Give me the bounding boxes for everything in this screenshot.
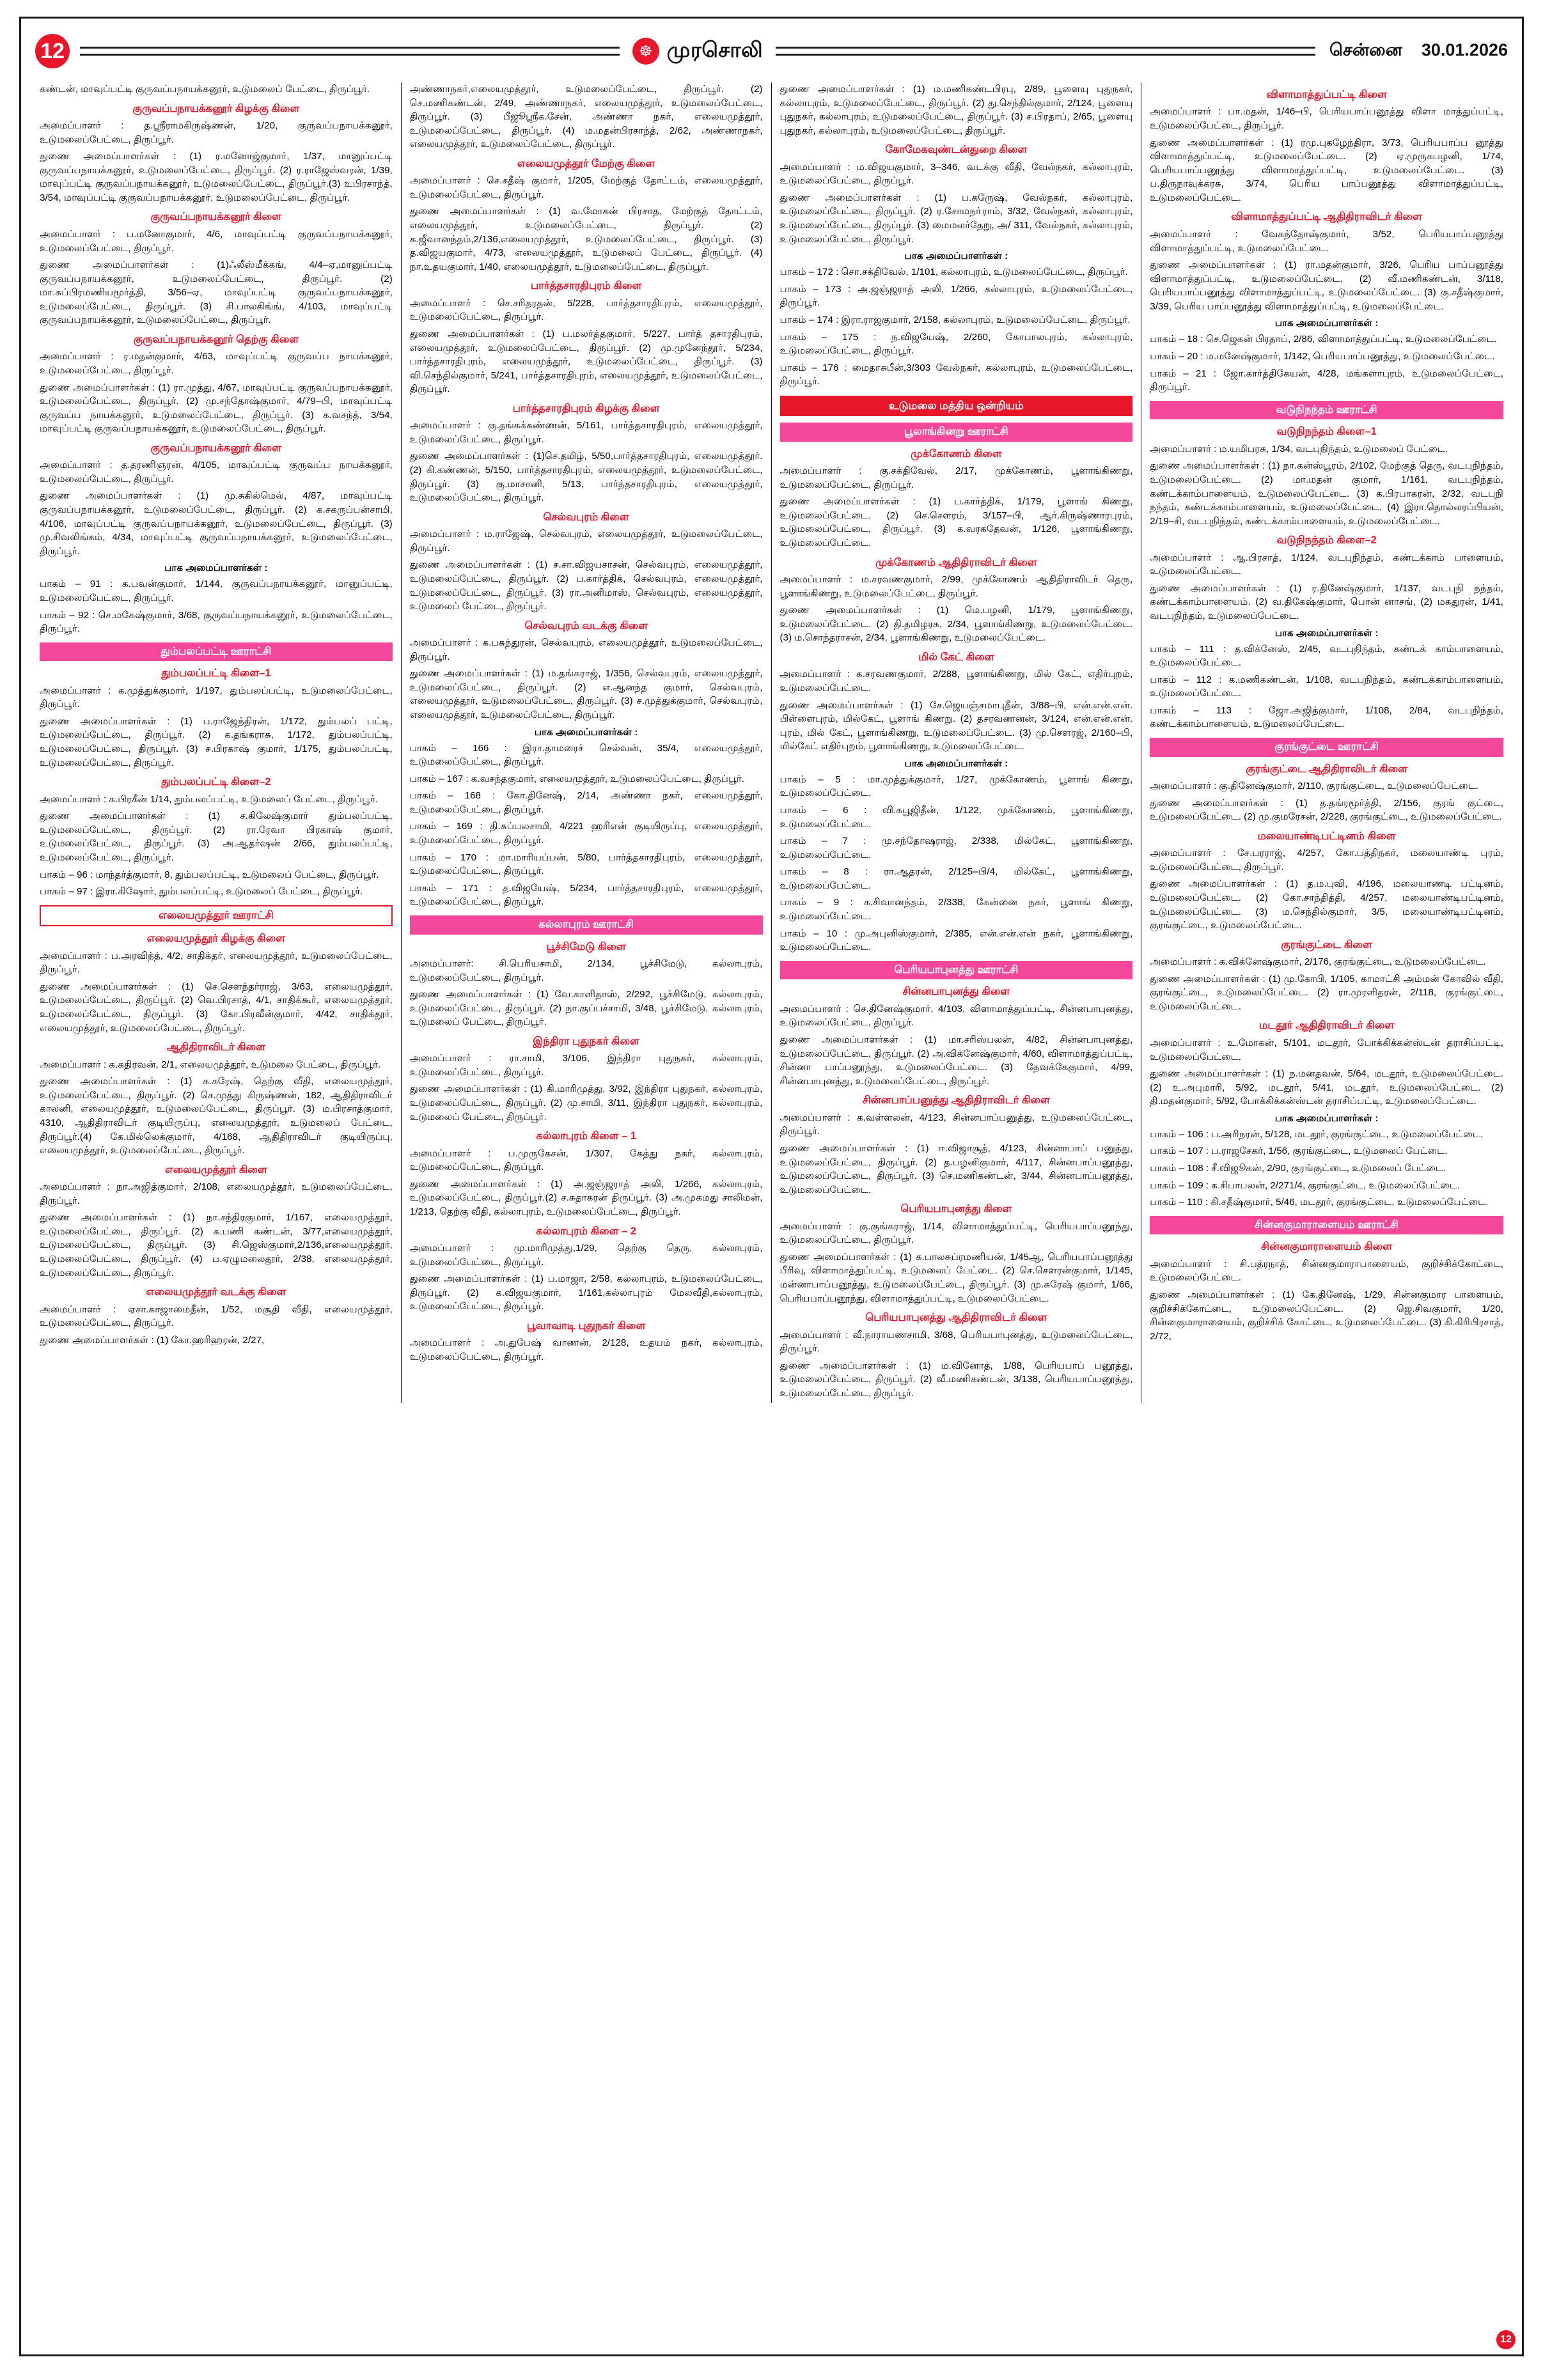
body-paragraph: பாகம் – 173 : அ.ஜஞ்ஜராத் அலி, 1/266, கல்லாபுரம், உடுமலைப்பேட்டை, திருப்பூர். bbox=[779, 283, 1133, 309]
body-paragraph: பாகம் – 18 : செ.ஜெகன் பிரதாப், 2/86, விளாமாத்துப்பட்டி, உடுமலைப்பேட்டை. bbox=[1150, 334, 1497, 345]
body-paragraph: அமைப்பாளர் : க.விக்னேஷ்குமார், 2/176, குரங்குட்டை, உடுமலைப்பேட்டை. bbox=[1150, 956, 1487, 968]
body-paragraph: அமைப்பாளர் : கு.தங்கக்கண்ணன், 5/161, பார்த்தசாரதிபுரம், எலையமுத்தூர், உடுமலைப்பேட்டை, திருப்பூர். bbox=[409, 420, 763, 445]
body-paragraph: அமைப்பாளர் : கு.தினேஷ்குமார், 2/110, குரங்குட்டை, உடுமலைப்பேட்டை. bbox=[1150, 781, 1479, 792]
body-paragraph: துணை அமைப்பாளர்கள் : (1)செ.தமிழ், 5/50,பார்த்தசாரதிபுரம், எலையமுத்தூர். (2) கி.கண்ணன், 5/150, பார்த்தசாரதிபுரம், எலையமுத்தூர், உடுமலைப்பேட்டை, திருப்பூர். (3) கு.மாசானி, 5/13, பார்த்தசாரதிபுரம், எலையமுத்தூர், உடுமலைப்பேட்டை, திருப்பூர். bbox=[409, 451, 763, 504]
body-paragraph: பாகம் – 91 : க.பவன்குமார், 1/144, குருவப்பநாயக்கனூர், மானுப்பட்டி, உடுமலைப்பேட்டை, திருப்பூர். bbox=[40, 579, 393, 603]
body-paragraph: பாகம் – 5 : மா.முத்துக்குமார், 1/27, முக்கோணம், பூளாங் கிணறு, உடுமலைப்பேட்டை. bbox=[779, 774, 1133, 799]
section-heading: குரங்குட்டை ஆதிதிராவிடர் கிளை bbox=[1246, 763, 1407, 775]
body-paragraph: அமைப்பாளர் : க.பிரகீன் 1/14, தும்பலப்பட்டி, உடுமலைப் பேட்டை, திருப்பூர். bbox=[40, 793, 379, 805]
section-heading: பார்த்தசாரதிபுரம் கிழக்கு கிளை bbox=[512, 402, 660, 414]
body-paragraph: பாகம் – 172 : சொ.சக்திவேல், 1/101, கல்லாபுரம், உடுமலைப்பேட்டை, திருப்பூர். bbox=[779, 267, 1128, 278]
body-paragraph: துணை அமைப்பாளர்கள் : (1) செ.சௌந்தர்ராஜ், 3/63, எலையமுத்தூர், உடுமலைப்பேட்டை, திருப்பூர். (2) வெ.பிரசாத், 4/1, சாதிக்கூர், எலையமுத்தூர், உடுமலைப்பேட்டை, திருப்பூர். (3) கோ.பிரவீன்குமார், 4/42, சாதிக்தூர், எலையமுத்தூர், உடுமலைப்பேட்டை, திருப்பூர். bbox=[40, 981, 393, 1034]
body-paragraph: துணை அமைப்பாளர்கள் : (1) ந.மனதவன், 5/64, மடதூர், உடுமலைப்பேட்டை. (2) உ.அபுமாரி, 5/92, மடதூர், 5/41, மடதூர், உடுமலைப்பேட்டை. (2) தி.மதன்குமார், 5/92, போக்கிக்கன்ஸ்டன் தராசிப்பட்டி, உடுமலைப்பேட்டை. bbox=[1150, 1068, 1503, 1107]
body-paragraph: அமைப்பாளர் : ம.விஜயகுமார், 3–346, வடக்கு வீதி, வேல்நகர், கல்லாபுரம், உடுமலைப்பேட்டை, திருப்பூர். bbox=[779, 161, 1133, 187]
section-heading: கோமேகவுண்டன்துறை கிளை bbox=[885, 144, 1028, 156]
section-heading: பெரியபாபுனத்து கிளை bbox=[900, 1203, 1012, 1215]
body-paragraph: துணை அமைப்பாளர்கள் : (1)ஃலீஸ்மீக்கங், 4/4–ஏ,மானுப்பட்டி குருவப்பநாயக்கனூர், உடுமலைப்பேட்டை, திருப்பூர். (2) மா.சுப்பிரமணியமூர்த்தி, 3/56–ஏ, மாவுப்பட்டி குருவப்பநாயக்கனூர், உடுமலைப்பேட்டை, திருப்பூர். (3) சி.பாலகிங்ங், 4/103, மாவுப்பட்டி குருவப்பநாயக்கனூர், உடுமலைப்பேட்டை, திருப்பூர். bbox=[40, 260, 393, 326]
section-heading: எலையமுத்தூர் வடக்கு கிளை bbox=[146, 1286, 286, 1298]
body-paragraph: துணை அமைப்பாளர்கள் : (1) ப.கருேஷ், வேல்நகர், கல்லாபுரம், உடுமலைப்பேட்டை, திருப்பூர். (2) ர.சோமநா்ராம், 3/32, வேல்நகர், கல்லாபுரம், உடுமலைப்பேட்டை, திருப்பூர். (3) மைமலர்தேறு, அ/ 311, வேல்நகர், கல்லாபுரம், உடுமலைப்பேட்டை, திருப்பூர். bbox=[779, 192, 1133, 245]
body-paragraph: பாகம் – 170 : மா.மாரியப்பன், 5/80, பார்த்தசாரதிபுரம், எலையமுத்தூர், உடுமலைப்பேட்டை, திருப்பூர். bbox=[409, 852, 763, 877]
section-banner: உடுமலை மத்திய ஒன்றியம் bbox=[780, 396, 1133, 416]
subsection-label: பாக அமைப்பாளர்கள் : bbox=[164, 563, 268, 574]
body-paragraph: பாகம் – 9 : க.சிவானந்தம், 2/338, கேன்னை நகர், பூளாங் கிணறு, உடுமலைப்பேட்டை. bbox=[779, 897, 1133, 922]
body-paragraph: அமைப்பாளர் : க.பசுந்துரன், செல்வபுரம், எலையமுத்தூர், உடுமலைப்பேட்டை, திருப்பூர். bbox=[409, 637, 763, 662]
body-paragraph: பாகம் – 21 : ஜோ.கார்த்திகேயன், 4/28, மங்களாபுரம், உடுமலைப்பேட்டை, திருப்பூர். bbox=[1150, 368, 1503, 393]
text-column bbox=[1141, 82, 1512, 1403]
body-paragraph: அமைப்பாளர் : செ.சதீஷ் குமார், 1/205, மேற்குத் தோட்டம், எலையமுத்தூர், உடுமலைப்பேட்டை, திருப்பூர். bbox=[409, 175, 763, 200]
body-paragraph: பாகம் – 167 : க.வசந்தகுமார், எலையமுத்தூர், உடுமலைப்பேட்டை, திருப்பூர். bbox=[409, 773, 744, 784]
body-paragraph: அமைப்பாளர் : வேகந்தோஷ்குமார், 3/52, பெரியபாப்பனூத்து விளாமாத்துப்பட்டி, உடுமலைப்பேட்டை. bbox=[1150, 228, 1503, 254]
body-paragraph: அண்ணாநகர்,எலையமுத்தூர், உடுமலைப்பேட்டை, திருப்பூர். (2) செ.மணிகண்டன், 2/49, அண்ணாநகர், எலையமுத்தூர், உடுமலைப்பேட்டை, திருப்பூர். (3) பீஜூஸ்ரீக.சேன், அண்ணா நகர், எலையமுத்தூர், உடுமலைப்பேட்டை, திருப்பூர். (4) ம.மதன்பிரசாந்த், 2/62, அண்ணாநகர், எலையமுத்தூர், உடுமலைப்பேட்டை, திருப்பூர். bbox=[409, 84, 763, 150]
section-heading: பூச்சிமேடு கிளை bbox=[546, 940, 626, 953]
body-paragraph: பாகம் – 97 : இரா.கிஷோர், தும்பலப்பட்டி, உடுமலைப் பேட்டை, திருப்பூர். bbox=[40, 886, 363, 898]
section-heading: மலையாண்டிபட்டினம் கிளை bbox=[1257, 830, 1396, 842]
body-paragraph: துணை அமைப்பாளர்கள் : (1) ர.தினேஷ்குமார், 1/137, வடபுநி நந்தம், கண்டக்காம்பாளையம். (2) வ.திகேஷ்குமார், பொன் னாசங், (2) மகதுரன், 1/41, வடபுநிந்தம், உடுமலைப்பேட்டை. bbox=[1150, 582, 1503, 621]
section-heading: மடதூர் ஆதிதிராவிடர் கிளை bbox=[1259, 1020, 1395, 1032]
body-paragraph: பாகம் – 6 : வி.கபூஜிதீன், 1/122, முக்கோணம், பூளாங்கிணறு, உடுமலைப்பேட்டை. bbox=[779, 805, 1133, 830]
section-heading: முக்கோணம் கிளை bbox=[911, 447, 1002, 460]
body-paragraph: பாகம் – 7 : மு.சந்தோஷராஜ், 2/338, மில்கேட், பூளாங்கிணறு, உடுமலைப்பேட்டை. bbox=[779, 836, 1133, 860]
body-paragraph: துணை அமைப்பாளர்கள் : (1) வே.காளிதாஸ், 2/292, பூச்சிமேடு, கல்லாபுரம், உடுமலைப்பேட்டை, திருப்பூர். (2) நா.குப்பச்சாமி, 3/48, பூச்சிமேடு, கல்லாபுரம், உடுமலைப் பேட்டை, திருப்பூர். bbox=[409, 989, 763, 1028]
section-heading: தும்பலப்பட்டி கிளை–1 bbox=[161, 667, 271, 680]
body-paragraph: துணை அமைப்பாளர்கள் : (1) வ.மோகன் பிரசாத, மேற்குத் தோட்டம், எலையமுத்தூர், உடுமலைப்பேட்டை, திருப்பூர். (2) க.ஜீவானந்தம்,2/136,எலையமுத்தூர், உடுமலைப்பேட்டை, திருப்பூர். (3) த.விஜயகுமார், 4/73, எலையமுத்தூர், உடுமலைப் பேட்டை, திருப்பூர். (4) நா.உதயகுமார், 1/40, எலையமுத்தூர், உடுமலைப்பேட்டை, திருப்பூர். bbox=[409, 206, 763, 272]
body-paragraph: அமைப்பாளர் : ப.மனோகுமார், 4/6, மாவுப்பட்டி குருவப்பநாயக்கனூர், உடுமலைப்பேட்டை, திருப்பூர். bbox=[40, 228, 393, 254]
panchayat-banner: பூலாங்கினறு ஊராட்சி bbox=[780, 423, 1133, 442]
section-heading: கல்லாபுரம் கிளை – 2 bbox=[536, 1225, 637, 1237]
section-heading: வடுநிநந்தம் கிளை–1 bbox=[1276, 426, 1377, 438]
section-heading: இந்திரா புதுநகர் கிளை bbox=[533, 1035, 640, 1047]
body-paragraph: துணை அமைப்பாளர்கள் : (1) மு.சுகில்மெல், 4/87, மாவுப்பட்டி குருவப்பநாயக்கனூர், உடுமலைப்பேட்டை, திருப்பூர். (2) க.சகருப்பன்சாமி, 4/106, மாவுப்பட்டி குருவப்பநாயக்கனூர், உடுமலைப்பேட்டை, திருப்பூர். (3) மு.சிவலிங்கம், 4/34, மாவுப்பட்டி குருவப்பநாயக்கனூர், உடுமலைப்பேட்டை, திருப்பூர். bbox=[40, 490, 393, 557]
body-paragraph: அமைப்பாளர் : க.கதிரவன், 2/1, எலையமுத்தூர், உடுமலை பேட்டை, திருப்பூர். bbox=[40, 1059, 381, 1070]
body-paragraph: கண்டன், மாவுப்பட்டி குருவப்பநாயக்கனூர், உடுமலைப் பேட்டை, திருப்பூர். bbox=[40, 84, 370, 95]
body-paragraph: அமைப்பாளர் : ர.மதன்குமார், 4/63, மாவுப்பட்டி குருவப்ப நாயக்கனூர், உடுமலைப்பேட்டை, திருப்பூர். bbox=[40, 351, 393, 376]
body-paragraph: துணை அமைப்பாளர்கள் : (1) ப.மாஜா, 2/58, கல்லாபுரம், உடுமலைப்பேட்டை, திருப்பூர். (2) க.விஜயகுமார், 1/161,கல்லாபுரம் மேலவீதி,கல்லாபுரம், உடுமலைப்பேட்டை, திருப்பூர். bbox=[409, 1273, 763, 1312]
body-paragraph: துணை அமைப்பாளர்கள் : (1) மு.கோபி, 1/105, காமாட்சி அம்மன் கோவில் வீதி, குரங்குட்டை, உடுமலைப்பேட்டை. (2) ரா.முரளிதரன், 2/118, குரங்குட்டை, உடுமலைப்பேட்டை. bbox=[1150, 973, 1503, 1012]
body-paragraph: அமைப்பாளர் : க.சரவணகுமார், 2/288, பூளாங்கிணறு, மில் கேட், எதிர்புறம், உடுமலைப்பேட்டை. bbox=[779, 669, 1133, 694]
body-paragraph: பாகம் – 110 : கி.சதீஷ்குமார், 5/46, மடதூர், குரங்குட்டை, உடுமலைப்பேட்டை. bbox=[1150, 1197, 1489, 1208]
panchayat-banner: கல்லாபுரம் ஊராட்சி bbox=[410, 915, 763, 935]
body-paragraph: பாகம் – 166 : இரா.தாமரைச் செல்வன், 35/4, எலையமுத்தூர், உடுமலைப்பேட்டை, திருப்பூர். bbox=[409, 742, 763, 768]
section-heading: குருவப்பநாயக்கனூர் கிழக்கு கிளை bbox=[132, 102, 300, 114]
body-paragraph: அமைப்பாளர்: சி.பெரியசாமி, 2/134, பூச்சிமேடு, கல்லாபுரம், உடுமலைப்பேட்டை, திருப்பூர். bbox=[409, 958, 763, 983]
body-paragraph: பாகம் – 10 : மு.அபுனிஸ்குமார், 2/385, என்.என்.என் நகர், பூளாங்கிணறு, உடுமலைப்பேட்டை. bbox=[779, 928, 1133, 953]
body-paragraph: அமைப்பாளர் : சே.பரராஜ், 4/257, கோ.பத்திநகர், மலையாண்டி புரம், உடுமலைப்பேட்டை, திருப்பூர். bbox=[1150, 848, 1503, 873]
body-paragraph: அமைப்பாளர் : த.தரணிஞரன், 4/105, மாவுப்பட்டி குருவப்ப நாயக்கனூர், உடுமலைப்பேட்டை, திருப்பூர். bbox=[40, 460, 393, 485]
section-heading: சின்னகுமாராளையம் கிளை bbox=[1261, 1241, 1393, 1253]
body-paragraph: துணை அமைப்பாளர்கள் : (1) த.ம.புவி, 4/196, மலையாணடி பட்டினம், உடுமலைப்பேட்டை. (2) கோ.சாந்தித்தி, 4/257, மலையாண்டிபட்டினம், உடுமலைப்பேட்டை. (3) ம.செந்தில்குமார், 3/5, மலையாண்டிபட்டினம், குரங்குட்டை, உடுமலைப்பேட்டை. bbox=[1150, 878, 1503, 931]
subsection-label: பாக அமைப்பாளர்கள் : bbox=[1274, 1112, 1379, 1124]
body-paragraph: துணை அமைப்பாளர்கள் : (1) நா.கன்ஸ்பூரம், 2/102, மேற்குத் தெரு, வடபுநிந்தம், உடுமலைப்பேட்டை. (2) மா.மதன் குமார், 1/161, வடபுநிந்தம், கண்டக்காம்பாளையம், உடுமலைப்பேட்டை. (3) க.பிரபாகரன், 2/32, வடபுநி நந்தம், கண்டக்காம்பாளையம், உடுமலைப்பேட்டை. (4) இரா.தொல்லரப்பியன், 2/19–சி, வடபுநிந்தம், கண்டக்காம்பாளையம், உடுமலைப்பேட்டை. bbox=[1150, 460, 1503, 527]
masthead-title bbox=[626, 38, 770, 65]
panchayat-banner: சின்னகுமாராளையம் ஊராட்சி bbox=[1150, 1216, 1503, 1235]
corner-page-number: 12 bbox=[1496, 2330, 1516, 2349]
article-columns bbox=[31, 82, 1512, 1403]
masthead-rule-left bbox=[80, 47, 620, 56]
section-heading: எலையமுத்தூர் கிளை bbox=[164, 1163, 267, 1176]
section-heading: ஆதிதிராவிடர் கிளை bbox=[166, 1041, 265, 1054]
body-paragraph: அமைப்பாளர் : கு.குங்கராஜ், 1/14, விளாமாத்துப்பட்டி, பெரியபாப்பனூந்து, உடுமலைப்பேட்டை, திருப்பூர். bbox=[779, 1220, 1133, 1246]
body-paragraph: பாகம் – 109 : க.சிபாபலன், 2/271/4, குரங்குட்டை, உடுமலைப்பேட்டை. bbox=[1150, 1179, 1461, 1191]
text-column bbox=[772, 82, 1142, 1403]
body-paragraph: பாகம் – 92 : செ.மகேஷ்குமார், 3/68, குருவப்பநாயக்கனூர், உடுமலைப்பேட்டை, திருப்பூர். bbox=[40, 609, 393, 635]
body-paragraph: அமைப்பாளர் : ம.ராஜேஷ், செல்வபுரம், எலையமுத்தூர், உடுமலைப்பேட்டை, திருப்பூர். bbox=[409, 529, 763, 554]
body-paragraph: அமைப்பாளர் : க.வள்ளலன், 4/123, சின்னபாப்பனுத்து, உடுமலைப்பேட்டை, திருப்பூர். bbox=[779, 1112, 1133, 1137]
body-paragraph: பாகம் – 111 : த.விக்னேஸ், 2/45, வடபுநிந்தம், கண்டக் காம்பாளையம், உடுமலைப்பேட்டை. bbox=[1150, 643, 1503, 669]
section-heading: கல்லாபுரம் கிளை – 1 bbox=[536, 1130, 637, 1142]
body-paragraph: அமைப்பாளர் : செ.சரிதரதன், 5/228, பார்த்தசாரதிபுரம், எலையமுத்தூர், உடுமலைப்பேட்டை, திருப்பூர். bbox=[409, 297, 763, 323]
panchayat-banner: வடுநிநந்தம் ஊராட்சி bbox=[1150, 401, 1503, 420]
body-paragraph: அமைப்பாளர் : செ.தினேஷ்குமார், 4/103, விளாமாத்துப்பட்டி, சின்னபாபுனத்து, உடுமலைப்பேட்டை, திருப்பூர். bbox=[779, 1003, 1133, 1029]
section-heading: குருவப்பநாயக்கனூர் கிளை bbox=[150, 211, 282, 223]
body-paragraph: துணை அமைப்பாளர்கள் : (1) கோ.ஹரிஹரன், 2/27, bbox=[40, 1334, 265, 1346]
section-heading: செல்வபுரம் வடக்கு கிளை bbox=[524, 619, 648, 632]
body-paragraph: பாகம் – 106 : ப.அரிநரன், 5/128, மடதூர், குரங்குட்டை, உடுமலைப்பேட்டை. bbox=[1150, 1128, 1484, 1140]
panchayat-banner: பெரியபாபுனத்து ஊராட்சி bbox=[780, 961, 1133, 980]
section-heading: செல்வபுரம் கிளை bbox=[543, 511, 629, 523]
body-paragraph: துணை அமைப்பாளர்கள் : (1) ரா.முத்து, 4/67, மாவுப்பட்டி குருவப்பநாயக்கனூர், உடுமலைப்பேட்டை, திருப்பூர். (2) மு.சந்தோஷ்குமார், 4/79–பி, மாவுப்பட்டி குருவப்ப நாயக்கனூர், உடுமலைப்பேட்டை, திருப்பூர். (3) க.வசந்த், 3/54, மாவுப்பட்டி குருவப்பநாயக்கனூர், உடுமலைப்பேட்டை, திருப்பூர். bbox=[40, 382, 393, 435]
body-paragraph: துணை அமைப்பாளர்கள் : (1) ப.ராஜேந்திரன், 1/172, தும்பலப் பட்டி, உடுமலைப்பேட்டை, திருப்பூர். (2) க.தங்கராசு, 1/172, தும்பலப்பட்டி, உடுமலைப்பேட்டை, திருப்பூர். (3) ச.பிரகாஷ் குமார், 1/175, தும்பலப்பட்டி, உடுமலைப்பேட்டை, திருப்பூர். bbox=[40, 715, 393, 768]
body-paragraph: துணை அமைப்பாளர்கள் : (1) ம.வினோத், 1/88, பெரியபாப் பனூத்து, உடுமலைப்பேட்டை, திருப்பூர். (2) வீ.மணிகண்டன், 3/138, பெரியபாப்பனூத்து, உடுமலைப்பேட்டை, திருப்பூர். bbox=[779, 1360, 1133, 1399]
section-heading: மில் கேட் கிளை bbox=[918, 651, 994, 663]
body-paragraph: துணை அமைப்பாளர்கள் : (1) த.தங்ரமூர்த்தி, 2/156, குரங் குட்டை, உடுமலைப்பேட்டை. (2) மு.குமரேசன், 2/228, குரங்குட்டை, உடுமலைப்பேட்டை. bbox=[1150, 797, 1503, 823]
section-heading: பூவாவாடி புதுநகர் கிளை bbox=[526, 1319, 646, 1332]
section-heading: சின்னபாப்பனுத்து ஆதிதிராவிடர் கிளை bbox=[862, 1094, 1051, 1107]
body-paragraph: துணை அமைப்பாளர்கள் : (1) அ.ஜஞ்ஜராத் அலி, 1/266, கல்லாபுரம், உடுமலைப்பேட்டை, திருப்பூர்.(2) ச.சுதாகரன் திருப்பூர். (3) அ.முகமது சாலிமன், 1/213, தெற்கு வீதி, கல்லாபுரம், உடுமலைப்பேட்டை, திருப்பூர். bbox=[409, 1178, 763, 1217]
section-heading: பெரியபாபுனத்து ஆதிதிராவிடர் கிளை bbox=[865, 1312, 1047, 1324]
body-paragraph: துணை அமைப்பாளர்கள் : (1) ர.மனோஜ்குமார், 1/37, மானுப்பட்டி குருவப்பநாயக்கனூர், உடுமலைப்பேட்டை, திருப்பூர். (2) ர.ராஜேஸ்வரன், 1/39, மாவுப்பட்டி குருவப்பநாயக்கனூர், உடுமலைப்பேட்டை, திருப்பூர்.(3) உபிரசாந்த், 3/54, மாவுப்பட்டி குருவப்பநாயக்கனூர், உடுமலைப்பேட்டை, திருப்பூர். bbox=[40, 151, 393, 203]
body-paragraph: துணை அமைப்பாளர்கள் : (1) ப.கார்த்திக், 1/179, பூளாங் கிணறு, உடுமலைப்பேட்டை. (2) செ.சௌரம், 3/157–பி, ஆர்.கிருஷ்ணாரபுரம், உடுமலைப்பேட்டை, திருப்பூர். (3) க.வரகதேவன், 1/126, பூளாங்கிணறு, உடுமலைப்பேட்டை. bbox=[779, 496, 1133, 549]
edition-date: 30.01.2026 bbox=[1421, 40, 1508, 59]
body-paragraph: துணை அமைப்பாளர்கள் : (1) ம.மணிகண்டபிரபு, 2/89, பூளையு புதுநகர், கல்லாபுரம், உடுமலைப்பேட்டை, திருப்பூர். (2) து.செந்தில்குமார், 2/124, பூளையு புதுநகர், கல்லாபுரம், உடுமலைப்பேட்டை, திருப்பூர். (3) ச.பிரதாப், 2/65, பூளையு புதுநகர், கல்லாபுரம், உடுமலைப்பேட்டை, திருப்பூர். bbox=[779, 84, 1133, 136]
body-paragraph: அமைப்பாளர் : ம.யமிபரசு, 1/34, வடபுநிந்தம், உடுமலைப் பேட்டை. bbox=[1150, 443, 1448, 455]
text-column bbox=[402, 82, 772, 1403]
body-paragraph: துணை அமைப்பாளர்கள் : (1) ரமு.புகழேந்திரா, 3/73, பெரியபாப்ப னூத்து விளாமாத்துப்பட்டி, உடுமலைப்பேட்டை. (2) ஏ.முருகபழனி, 1/74, பெரியபாப்பனூத்து விளாமாத்துப்பட்டி, உடுமலைப்பேட்டை. (3) ப.திருநாவுக்கரசு, 3/74, பெரிய பாப்பனூத்து விளாமாத்துப்பட்டி, உடுமலைப்பேட்டை. bbox=[1150, 137, 1503, 203]
section-heading: குருவப்பநாயக்கனூர் கிளை bbox=[150, 442, 282, 454]
panchayat-banner-outline: எலையமுத்தூர் ஊராட்சி bbox=[40, 905, 393, 927]
body-paragraph: துணை அமைப்பாளர்கள் : (1) க.பாலசுப்ரமணியன், 1/45ஆ, பெரியபாப்பனூத்து பீரிவு, விளாமாத்துப்பட்டி, உடுமலைப் பேட்டை. (2) செ.சௌரன்குமார், 1/145, மன்னாபாப்பனூத்து, உடுமலைப்பேட்டை, திருப்பூர். (3) மு.சுரேஷ் குமார், 1/66, பெரியபாப்பனூந்து, விளாமாத்துப்பட்டி, உடுமலைப்பேட்டை. bbox=[779, 1251, 1133, 1304]
body-paragraph: துணை அமைப்பாளர்கள் : (1) ச.சா.விஜயசாசன், செல்வபுரம், எலையமுத்தூர், உடுமலைப்பேட்டை, திருப்பூர். (2) ப.கார்த்திக், செல்வபுரம், எலையமுத்தூர், உடுமலைப்பேட்டை, திருப்பூர். (3) ரா.அனிமாஸ், செல்வபுரம், எலையமுத்தூர், உடுமலைப் பேட்டை, திருப்பூர். bbox=[409, 559, 763, 612]
body-paragraph: அமைப்பாளர் : க.முத்துக்குமார், 1/197, தும்பலப்பட்டி, உடுமலைப்பேட்டை, திருப்பூர். bbox=[40, 685, 393, 710]
body-paragraph: பாகம் – 174 : இரா.ராஜகுமார், 2/158, கல்லாபுரம், உடுமலைப்பேட்டை, திருப்பூர். bbox=[779, 314, 1131, 325]
masthead bbox=[31, 27, 1512, 75]
body-paragraph: பாகம் – 8 : ரா.ஆதரன், 2/125–பி/4, மில்கேட், பூளாங்கிணறு, உடுமலைப்பேட்டை. bbox=[779, 866, 1133, 891]
body-paragraph: துணை அமைப்பாளர்கள் : (1) கி.மாரிமுத்து, 3/92, இந்திரா புதுநகர், கல்லாபுரம், உடுமலைப்பேட்டை, திருப்பூர். (2) மு.சாமி, 3/11, இந்திரா புதுநகர், கல்லாபுரம், உடுமலைப் பேட்டை, திருப்பூர். bbox=[409, 1084, 763, 1123]
body-paragraph: அமைப்பாளர் : ரா.சாமி, 3/106, இந்திரா புதுநகர், கல்லாபுரம், உடுமலைப்பேட்டை, திருப்பூர். bbox=[409, 1053, 763, 1078]
body-paragraph: பாகம் – 176 : மைதாசுபீன்,3/303 வேல்நகர், கல்லாபுரம், உடுமலைப்பேட்டை, திருப்பூர். bbox=[779, 362, 1133, 387]
body-paragraph: துணை அமைப்பாளர்கள் : (1) ஈ.விஜாசூத், 4/123, சின்னாபாப் பனுத்து, உடுமலைப்பேட்டை, திருப்பூர். (2) த.பழனிகுமார், 4/117, சின்னபாப்பனூத்து, உடுமலைப்பேட்டை, திருப்பூர். (3) செ.மணிகண்டன், 3/44, சின்னபாப்பனூத்து, உடுமலைப்பேட்டை. bbox=[779, 1142, 1133, 1195]
body-paragraph: துணை அமைப்பாளர்கள் : (1) மெ.பழனி, 1/179, பூளாங்கிணறு, உடுமலைப்பேட்டை. (2) தி.தமிழரசு, 2/34, பூளாங்கிணறு, உடுமலைப்பேட்டை. (3) ம.சொந்தராசன், 2/34, பூளாங்கிணறு, உடுமலைப்பேட்டை. bbox=[779, 605, 1133, 644]
body-paragraph: பாகம் – 169 : தி.சுப்பலசாமி, 4/221 ஹரிஎன் குடியிருப்பு, எலையமுத்தூர், உடுமலைப்பேட்டை, திருப்பூர். bbox=[409, 821, 763, 846]
body-paragraph: அமைப்பாளர் : கு.சக்திவேல், 2/17, முக்கோணம், பூளாங்கிணறு, உடுமலைப்பேட்டை, திருப்பூர். bbox=[779, 465, 1133, 490]
body-paragraph: அமைப்பாளர் : அ.துபேஷ் வாணன், 2/128, உதயம் நகர், கல்லாபுரம், உடுமலைப்பேட்டை, திருப்பூர். bbox=[409, 1337, 763, 1362]
subsection-label: பாக அமைப்பாளர்கள் : bbox=[1274, 318, 1379, 329]
section-heading: குருவப்பநாயக்கனூர் தெற்கு கிளை bbox=[133, 333, 299, 345]
body-paragraph: பாகம் – 168 : கோ.தினேஷ், 2/14, அண்ணா நகர், எலையமுத்தூர், உடுமலைப்பேட்டை, திருப்பூர். bbox=[409, 790, 763, 815]
body-paragraph: அமைப்பாளர் : ப.அரவிந்த், 4/2, சாதிக்தர், எலையமுத்தூர், உடுமலைப்பேட்டை, திருப்பூர். bbox=[40, 950, 393, 976]
body-paragraph: அமைப்பாளர் : நா.அஜித்குமார், 2/108, எலையமுத்தூர், உடுமலைப்பேட்டை, திருப்பூர். bbox=[40, 1181, 393, 1206]
body-paragraph: அமைப்பாளர் : மு.மாரிமுத்து,1/29, தெற்கு தெரு, கல்லாபுரம், உடுமலைப்பேட்டை, திருப்பூர். bbox=[409, 1242, 763, 1268]
subsection-label: பாக அமைப்பாளர்கள் : bbox=[534, 726, 638, 738]
text-column bbox=[31, 82, 402, 1403]
body-paragraph: துணை அமைப்பாளர்கள் : (1) ச.கிலேஷ்குமார் தும்பலப்பட்டி, உடுமலைப்பேட்டை, திருப்பூர். (2) ரா.ரேவா பிரகாஷ் குமார், உடுமலைப்பேட்டை, திருப்பூர். (3) அ.ஆதர்ஷன் 2/66, தும்பலப்பட்டி, உடுமலைப்பேட்டை, திருப்பூர். bbox=[40, 811, 393, 863]
body-paragraph: துணை அமைப்பாளர்கள் : (1) கே.தினேஷ், 1/29, சின்னகுமார பாளையம், குறிச்சிக்கோட்டை, உடுமலைப்பேட்டை. (2) ஜெ.சிவகுமார், 1/20, சின்னகுமாராளையம், குறிச்சிக் கோட்டை, உடுமலைப்பேட்டை. (3) கி.கிரிபிரசாத், 2/72, bbox=[1150, 1289, 1503, 1342]
section-heading: விளாமாத்துப்பட்டி கிளை bbox=[1266, 89, 1387, 100]
body-paragraph: பாகம் – 108 : சீ.விஜூகன், 2/90, குரங்குட்டை, உடுமலைப் பேட்டை. bbox=[1150, 1162, 1446, 1174]
subsection-label: பாக அமைப்பாளர்கள் : bbox=[1274, 627, 1379, 639]
section-heading: எலையமுத்தூர் மேற்கு கிளை bbox=[517, 157, 655, 169]
subsection-label: பாக அமைப்பாளர்கள் : bbox=[904, 251, 1008, 262]
wheel-icon: ☸ bbox=[632, 38, 659, 65]
body-paragraph: அமைப்பாளர் : உ.மோகன், 5/101, மடதூர், போக்கிக்கன்ஸ்டன் தராசிப்பட்டி, உடுமலைப்பேட்டை. bbox=[1150, 1037, 1503, 1062]
body-paragraph: பாகம் – 113 : ஜோ.அஜித்குமார், 1/108, 2/84, வடபுநிந்தம், கண்டக்காம்பாளையம், உடுமலைப்பேட்டை. bbox=[1150, 704, 1503, 730]
body-paragraph: துணை அமைப்பாளர்கள் : (1) ம.தங்கராஜ், 1/356, செல்வபுரம், எலையமுத்தூர், உடுமலைப்பேட்டை, திருப்பூர். (2) எ.ஆனந்த குமார், செல்வபுரம், எலையமுத்தூர், உடுமலைப்பேட்டை, திருப்பூர். (3) ச.முத்துக்குமார், செல்வபுரம், எலையமுத்தூர், உடுமலைப்பேட்டை, திருப்பூர். bbox=[409, 668, 763, 720]
body-paragraph: துணை அமைப்பாளர்கள் : (1) க.கரேஷ், தெற்கு வீதி, எலையமுத்தூர், உடுமலைப்பேட்டை, திருப்பூர். (2) செ.முத்து கிருஷ்ணன், 182, ஆதிதிராவிடர் காலனி, எலையமுத்தூர், உடுமலைப்பேட்டை, திருப்பூர். (3) ம.பிரசாத்குமார், 4310, ஆதிதிராவிடர் குடியிருப்பு, எலையமுத்தூர், உடுமலைப் பேட்டை, திருப்பூர்.(4) கே.மில்லெக்குமார், 4/168, ஆதிதிராவிடர் குடியிருப்பு, எலையமுத்தூர், உடுமலைப்பேட்டை, திருப்பூர். bbox=[40, 1076, 393, 1156]
section-heading: முக்கோணம் ஆதிதிராவிடர் கிளை bbox=[875, 556, 1037, 568]
body-paragraph: துணை அமைப்பாளர்கள் : (1) சே.ஜெயஞ்சமாபுதீன், 3/88–பி, என்.என்.என். பிள்ளைபுரம், மில்கேட், பூளாங் கிணறு. (2) தசரவணனன், 3/124, என்.என்.என். புரம், மில் கேட், பூளாங்கிணறு, உடுமலைப்பேட்டை. (3) மு.சௌரஜ், 2/160–பி, மில்கேட் எதிர்புறம், பூளாங்கிணறு, உடுமலைப்பேட்டை. bbox=[779, 699, 1133, 752]
body-paragraph: பாகம் – 20 : ம.மனேஷ்குமார், 1/142, பெரியபாப்பனூத்து, உடுமலைப்பேட்டை. bbox=[1150, 350, 1495, 362]
body-paragraph: அமைப்பாளர் : சி.பத்ரநாத், சின்னகுமாராபாளையம், குறிச்சிக்கோட்டை, உடுமலைப்பேட்டை. bbox=[1150, 1258, 1503, 1284]
body-paragraph: பாகம் – 175 : ந.விஜயேஷ், 2/260, கோபாலபுரம், கல்லாபுரம், உடுமலைப்பேட்டை, திருப்பூர். bbox=[779, 331, 1133, 357]
body-paragraph: அமைப்பாளர் : பா.மதன், 1/46–பி, பெரியபாப்பனூத்து விளா மாத்துப்பட்டி, உடுமலைப்பேட்டை, திருப்பூர். bbox=[1150, 106, 1503, 132]
section-heading: சின்னபாபுனத்து கிளை bbox=[902, 986, 1010, 998]
masthead-edition bbox=[1322, 40, 1508, 63]
body-paragraph: பாகம் – 107 : ப.ராஜசேகர், 1/56, குரங்குட்டை, உடுமலைப் பேட்டை. bbox=[1150, 1146, 1448, 1157]
body-paragraph: அமைப்பாளர் : ஏசா.காஜாமைதீன், 1/52, மசூதி வீதி, எலையமுத்தூர், உடுமலைப்பேட்டை, திருப்பூர். bbox=[40, 1303, 393, 1329]
subsection-label: பாக அமைப்பாளர்கள் : bbox=[904, 758, 1008, 769]
masthead-rule-right bbox=[776, 47, 1315, 56]
body-paragraph: அமைப்பாளர் : வீ.நாராயணசாமி, 3/68, பெரியபாபுனத்து, உடுமலைப்பேட்டை, திருப்பூர். bbox=[779, 1329, 1133, 1355]
body-paragraph: அமைப்பாளர் : த.ஸ்ரீராமகிருஷ்ணன், 1/20, குருவப்பநாயக்கனூர், உடுமலைப்பேட்டை, திருப்பூர். bbox=[40, 120, 393, 145]
body-paragraph: துணை அமைப்பாளர்கள் : (1) நா.சந்திரகுமார், 1/167, எலையமுத்தூர், உடுமலைப்பேட்டை, திருப்பூர். (2) க.பணி கண்டன், 3/77,எலையமுத்தூர், உடுமலைப்பேட்டை, திருப்பூர். (3) சி.ஜெஸ்குமார்,2/136,எலையமுத்தூர், உடுமலைப்பேட்டை, திருப்பூர். (4) ப.ஏழுமலைதூர், 2/38, எலையமுத்தூர், உடுமலைப்பேட்டை, திருப்பூர். bbox=[40, 1212, 393, 1279]
section-heading: குரங்குட்டை கிளை bbox=[1281, 938, 1372, 951]
body-paragraph: பாகம் – 96 : மாந்தர்த்குமார், 8, தும்பலப்பட்டி, உடுமலைப் பேட்டை, திருப்பூர். bbox=[40, 869, 379, 880]
section-heading: எலையமுத்தூர் கிழக்கு கிளை bbox=[146, 933, 286, 945]
body-paragraph: துணை அமைப்பாளர்கள் : (1) ரா.மதன்குமார், 3/26, பெரிய பாப்பனூத்து விளாமாத்துப்பட்டி, உடுமலைப்பேட்டை. (2) வீ.மணிகண்டன், 3/118, பெரியபாப்பனூத்து விளாமாத்துப்பட்டி, உடுமலைப்பேட்டை. (3) கு.சதீஷ்குமார், 3/39, பெரிய பாப்பனூத்து விளாமாத்துப்பட்டி, உடுமலைப்பேட்டை. bbox=[1150, 260, 1503, 312]
body-paragraph: பாகம் – 171 : த.விஜயேஷ், 5/234, பார்த்தசாரதிபுரம், எலையமுத்தூர், உடுமலைப்பேட்டை, திருப்பூர். bbox=[409, 882, 763, 908]
body-paragraph: துணை அமைப்பாளர்கள் : (1) மா.சரிஸ்பலன், 4/82, சின்னபாபுனத்து, உடுமலைப்பேட்டை, திருப்பூர். (2) அ.விக்னேஷ்குமார், 4/60, விளாமாத்துப்பட்டி, சின்னா பாப்பனூந்து, உடுமலைப்பேட்டை. (3) தேவக்கேகுமார், 4/99, சின்னபாபுனத்து, உடுமலைப்பேட்டை, திருப்பூர். bbox=[779, 1034, 1133, 1087]
body-paragraph: அமைப்பாளர் : ஆ.பிரசாத், 1/124, வடபுநிந்தம், கண்டக்காம் பாளையம், உடுமலைப்பேட்டை. bbox=[1150, 552, 1503, 577]
section-heading: பார்த்தசாரதிபுரம் கிளை bbox=[530, 280, 642, 292]
edition-city: சென்னை bbox=[1329, 40, 1402, 59]
body-paragraph: அமைப்பாளர் : ம.சரவணகுமார், 2/99, முக்கோணம் ஆதிதிராவிடர் தெரு, பூளாங்கிணறு, உடுமலைப்பேட்டை, திருப்பூர். bbox=[779, 574, 1133, 599]
page-number-badge: 12 bbox=[35, 34, 70, 68]
panchayat-banner: குரங்குட்டை ஊராட்சி bbox=[1150, 738, 1503, 757]
panchayat-banner: தும்பலப்பட்டி ஊராட்சி bbox=[40, 642, 393, 662]
body-paragraph: பாகம் – 112 : க.மணிகண்டன், 1/108, வடபுநிந்தம், கண்டக்காம்பாளையம், உடுமலைப்பேட்டை. bbox=[1150, 674, 1503, 699]
body-paragraph: அமைப்பாளர் : ப.முருகேசன், 1/307, கேத்து நகர், கல்லாபுரம், உடுமலைப்பேட்டை, திருப்பூர். bbox=[409, 1147, 763, 1173]
body-paragraph: துணை அமைப்பாளர்கள் : (1) ப.மலர்த்தகுமார், 5/227, பார்த் தசாரதிபுரம், எலையமுத்தூர், உடுமலைப்பேட்டை, திருப்பூர். (2) மு.முனேந்தூர், 5/234, பார்த்தசாரதிபுரம், எலையமுத்தூர், உடுமலைப்பேட்டை, திருப்பூர். (3) வி.செந்தில்குமார், 5/241, பார்த்தசாரதிபுரம், எலையமுத்தூர், உடுமலைப்பேட்டை, திருப்பூர். bbox=[409, 328, 763, 395]
section-heading: வடுநிநந்தம் கிளை–2 bbox=[1276, 534, 1377, 547]
page-frame bbox=[19, 17, 1524, 2356]
section-heading: தும்பலப்பட்டி கிளை–2 bbox=[161, 776, 271, 788]
section-heading: விளாமாத்துப்பட்டி ஆதிதிராவிடர் கிளை bbox=[1231, 211, 1423, 223]
paper-name: முரசொலி bbox=[666, 37, 764, 61]
